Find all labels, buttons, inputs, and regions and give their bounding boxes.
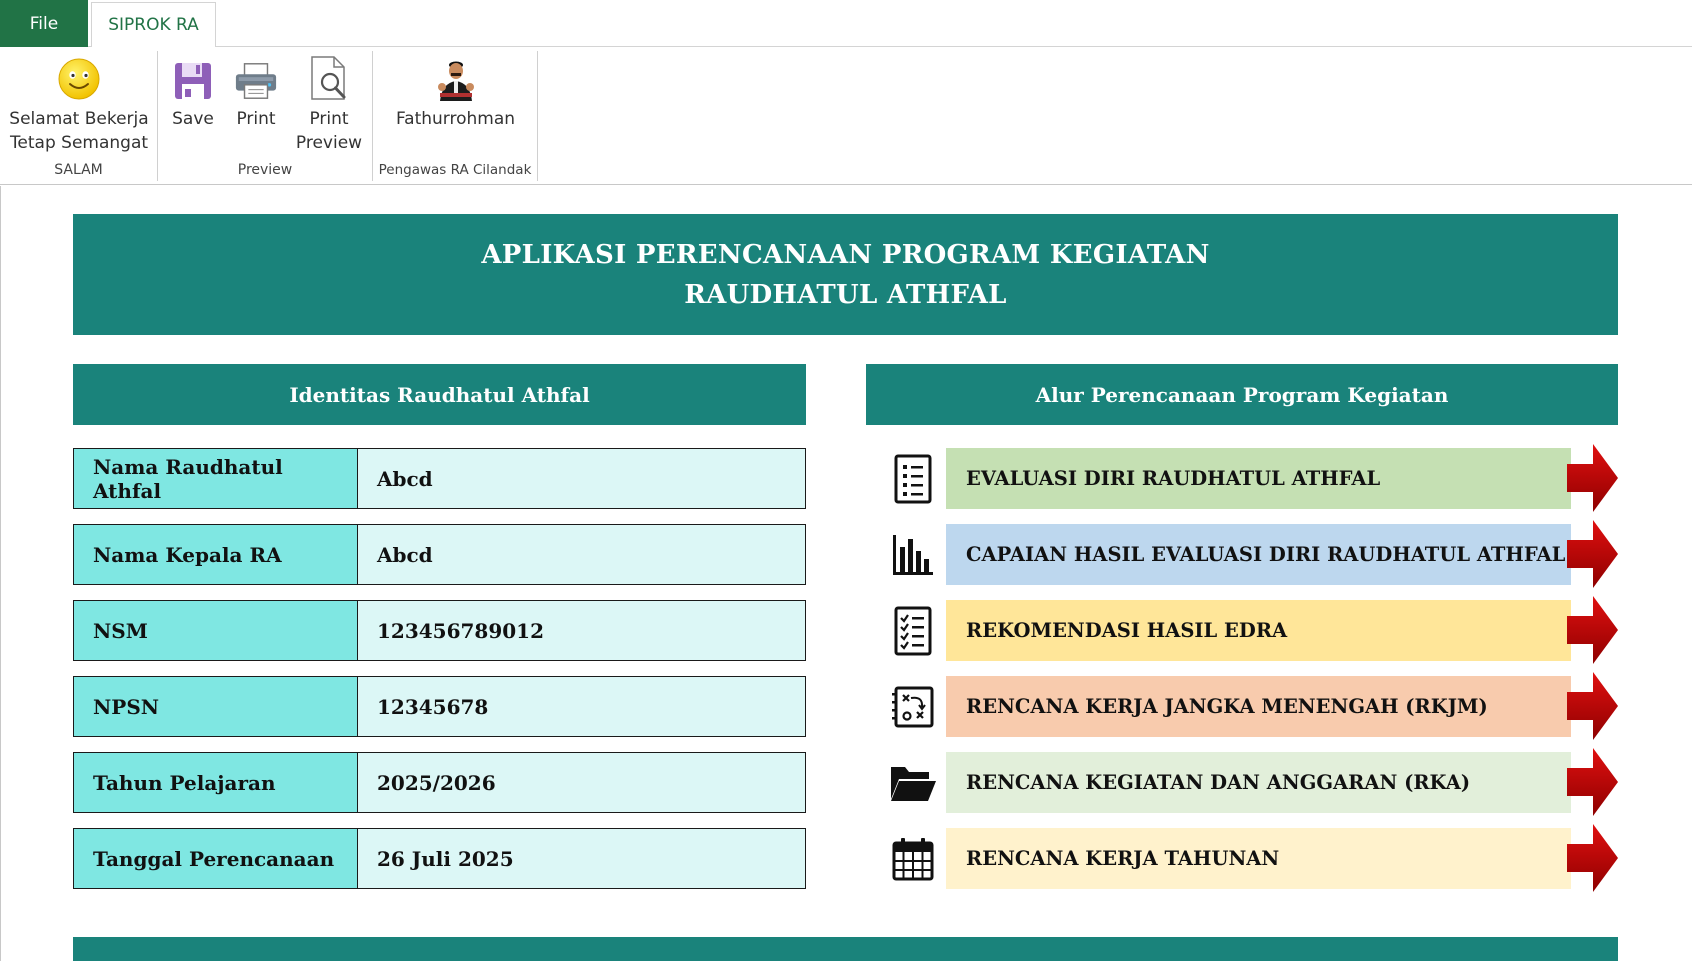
print-preview-icon — [307, 55, 351, 101]
arrow-right-icon[interactable] — [1567, 518, 1619, 590]
arrow-right-icon[interactable] — [1567, 594, 1619, 666]
group-label-preview: Preview — [237, 162, 293, 178]
flow-item-label[interactable]: CAPAIAN HASIL EVALUASI DIRI RAUDHATUL ATHFAL — [946, 524, 1571, 585]
flow-item-label[interactable]: EVALUASI DIRI RAUDHATUL ATHFAL — [946, 448, 1571, 509]
bar-chart-icon — [885, 524, 941, 585]
arrow-right-icon[interactable] — [1567, 670, 1619, 742]
save-label: Save — [172, 109, 214, 129]
flow-item-label[interactable]: RENCANA KERJA JANGKA MENENGAH (RKJM) — [946, 676, 1571, 737]
ribbon-group-preview — [158, 51, 373, 181]
folder-open-icon — [885, 752, 941, 813]
identity-row-nama-kepala — [73, 524, 806, 585]
identity-value[interactable]: 2025/2026 — [358, 753, 805, 812]
person-photo-icon — [434, 55, 478, 101]
print-preview-label-line1: Print — [309, 109, 349, 129]
worksheet-area — [0, 186, 1692, 961]
identity-label: NSM — [74, 601, 358, 660]
flow-item-capaian-hasil[interactable] — [885, 524, 1618, 585]
flow-item-rka[interactable] — [885, 752, 1618, 813]
group-label-salam: SALAM — [54, 162, 103, 178]
app-title-banner — [73, 214, 1618, 335]
flow-item-rekomendasi[interactable] — [885, 600, 1618, 661]
arrow-right-icon[interactable] — [1567, 746, 1619, 818]
footer-band — [73, 937, 1618, 961]
print-preview-button[interactable] — [293, 55, 365, 155]
ribbon-group-pengawas — [373, 51, 538, 181]
identity-label: Tanggal Perencanaan — [74, 829, 358, 888]
print-button[interactable] — [228, 55, 284, 131]
identity-row-nsm — [73, 600, 806, 661]
flow-item-label[interactable]: RENCANA KEGIATAN DAN ANGGARAN (RKA) — [946, 752, 1571, 813]
salam-label-line2: Tetap Semangat — [9, 133, 149, 153]
calendar-icon — [885, 828, 941, 889]
identity-section-header: Identitas Raudhatul Athfal — [73, 364, 806, 425]
pengawas-name: Fathurrohman — [395, 109, 516, 129]
identity-label: Tahun Pelajaran — [74, 753, 358, 812]
flow-section-header: Alur Perencanaan Program Kegiatan — [866, 364, 1618, 425]
printer-icon — [234, 55, 278, 101]
list-icon — [885, 448, 941, 509]
tab-file[interactable]: File — [0, 0, 88, 47]
group-label-pengawas: Pengawas RA Cilandak — [378, 162, 532, 178]
tab-siprok-ra[interactable]: SIPROK RA — [91, 2, 216, 48]
save-button[interactable] — [168, 55, 218, 131]
flow-item-evaluasi-diri[interactable] — [885, 448, 1618, 509]
flow-item-rkjm[interactable] — [885, 676, 1618, 737]
identity-row-tahun-pelajaran — [73, 752, 806, 813]
identity-row-nama-ra — [73, 448, 806, 509]
print-preview-label-line2: Preview — [295, 133, 363, 153]
floppy-disk-icon — [171, 55, 215, 101]
identity-label: NPSN — [74, 677, 358, 736]
identity-value[interactable]: 26 Juli 2025 — [358, 829, 805, 888]
checklist-icon — [885, 600, 941, 661]
identity-value[interactable]: 123456789012 — [358, 601, 805, 660]
salam-label-line1: Selamat Bekerja — [9, 109, 149, 129]
identity-value[interactable]: Abcd — [358, 525, 805, 584]
identity-value[interactable]: 12345678 — [358, 677, 805, 736]
smiley-icon — [57, 55, 101, 101]
identity-label: Nama Raudhatul Athfal — [74, 449, 358, 508]
flow-item-rkt[interactable] — [885, 828, 1618, 889]
identity-row-tanggal-perencanaan — [73, 828, 806, 889]
identity-value[interactable]: Abcd — [358, 449, 805, 508]
pengawas-button[interactable] — [377, 55, 534, 131]
flow-item-label[interactable]: RENCANA KERJA TAHUNAN — [946, 828, 1571, 889]
identity-row-npsn — [73, 676, 806, 737]
ribbon — [0, 47, 1692, 185]
ribbon-group-salam — [0, 51, 158, 181]
arrow-right-icon[interactable] — [1567, 442, 1619, 514]
arrow-right-icon[interactable] — [1567, 822, 1619, 894]
strategy-board-icon — [885, 676, 941, 737]
salam-button[interactable] — [8, 55, 150, 155]
print-label: Print — [236, 109, 276, 129]
app-title-line1: APLIKASI PERENCANAAN PROGRAM KEGIATAN — [481, 239, 1210, 270]
identity-label: Nama Kepala RA — [74, 525, 358, 584]
ribbon-tab-bar — [0, 0, 1692, 47]
app-title-line2: RAUDHATUL ATHFAL — [684, 279, 1007, 310]
flow-item-label[interactable]: REKOMENDASI HASIL EDRA — [946, 600, 1571, 661]
